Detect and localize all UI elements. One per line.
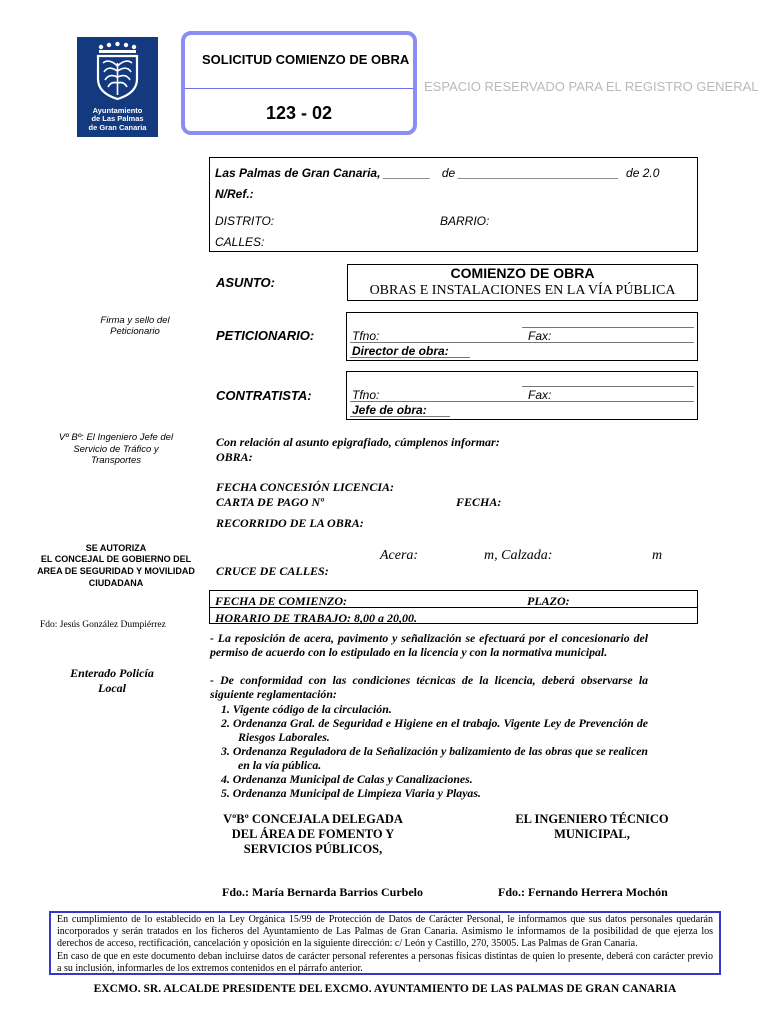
municipal-logo — [77, 37, 158, 137]
subject-title: COMIENZO DE OBRA — [450, 265, 595, 281]
horario-label: HORARIO DE TRABAJO: 8,00 a 20,00. — [215, 611, 418, 625]
registry-divider — [185, 88, 413, 89]
firma-note: Firma y sello del Peticionario — [100, 315, 170, 337]
fecha-label: FECHA: — [456, 495, 502, 509]
jefe-label: Jefe de obra: — [352, 403, 427, 417]
signature-right-title: EL INGENIERO TÉCNICO MUNICIPAL, — [515, 812, 669, 841]
conformidad-paragraph: - De conformidad con las condiciones técnicas de la licencia, deberá observarse la siguiente reglamentación: — [210, 673, 648, 701]
contractor-rule-2 — [350, 401, 694, 402]
data-protection-notice — [49, 911, 721, 975]
contractor-rule — [522, 386, 694, 387]
fecha-comienzo: FECHA DE COMIENZO: — [215, 594, 348, 608]
vb-note: Vº Bº: El Ingeniero Jefe del Servicio de Tráfico y Transportes — [58, 432, 174, 466]
contratista-label: CONTRATISTA: — [216, 388, 312, 403]
logo-text: Ayuntamiento de Las Palmas de Gran Canaria — [88, 105, 147, 132]
regulation-item: 1. Vigente código de la circulación. — [221, 702, 392, 716]
nref-label: N/Ref.: — [215, 187, 254, 201]
calzada-unit: m — [652, 548, 663, 563]
form-number: 123 - 02 — [266, 103, 333, 123]
regulation-item: 3. Ordenanza Reguladora de la Señalización y balizamiento de las obras que se realicen en la vía pública. — [221, 744, 648, 772]
contractor-fax: Fax: — [528, 388, 552, 402]
palm-emblem-icon — [92, 41, 143, 101]
signature-right-name: Fdo.: Fernando Herrera Mochón — [498, 885, 668, 899]
peticionario-label: PETICIONARIO: — [216, 328, 315, 343]
reposicion-paragraph: - La reposición de acera, pavimento y señalización se efectuará por el concesionario del permiso de acuerdo con lo estipulado en la licencia y con la normativa municipal. — [210, 631, 648, 659]
regulation-item: 2. Ordenanza Gral. de Seguridad e Higiene en el trabajo. Vigente Ley de Prevención de Riesgos Laborales. — [221, 716, 648, 744]
regulation-item: 4. Ordenanza Municipal de Calas y Canalizaciones. — [221, 772, 473, 786]
barrio-label: BARRIO: — [440, 214, 490, 228]
addressee: EXCMO. SR. ALCALDE PRESIDENTE DEL EXCMO. AYUNTAMIENTO DE LAS PALMAS DE GRAN CANARIA — [93, 983, 677, 995]
fdo-gonzalez: Fdo: Jesús González Dumpiérrez — [40, 620, 166, 630]
registry-label: ESPACIO RESERVADO PARA EL REGISTRO GENERAL — [424, 79, 759, 94]
acera-label: Acera: — [380, 548, 419, 563]
contractor-rule-3 — [350, 416, 450, 417]
date-line: Las Palmas de Gran Canaria, _______ de ________________________ de 2.0 — [215, 166, 660, 180]
petitioner-tfno: Tfno: — [352, 329, 380, 343]
signature-left-title: VºBº CONCEJALA DELEGADA DEL ÁREA DE FOMENTO Y SERVICIOS PÚBLICOS, — [223, 812, 403, 856]
calzada-label: m, Calzada: — [484, 548, 553, 563]
petitioner-rule-3 — [350, 357, 470, 358]
petitioner-fax: Fax: — [528, 329, 552, 343]
contractor-tfno: Tfno: — [352, 388, 380, 402]
distrito-label: DISTRITO: — [215, 214, 275, 228]
obra-label: OBRA: — [216, 450, 253, 464]
subject-subtitle: OBRAS E INSTALACIONES EN LA VÍA PÚBLICA — [369, 283, 676, 298]
signature-left-name: Fdo.: María Bernarda Barrios Curbelo — [222, 885, 423, 899]
plazo-label: PLAZO: — [527, 594, 570, 608]
calles-label: CALLES: — [215, 235, 265, 249]
autoriza-text: EL CONCEJAL DE GOBIERNO DEL AREA DE SEGURIDAD Y MOVILIDAD CIUDADANA — [37, 554, 195, 588]
regulations-list — [221, 702, 648, 800]
regulation-item: 5. Ordenanza Municipal de Limpieza Viaria y Playas. — [221, 786, 481, 800]
fecha-concesion: FECHA CONCESIÓN LICENCIA: — [216, 480, 395, 494]
petitioner-rule-2 — [350, 342, 694, 343]
form-title: SOLICITUD COMIENZO DE OBRA — [202, 52, 410, 67]
legal-paragraph-2: En caso de que en este documento deban incluirse datos de carácter personal referentes a personas físicas distintas de quien lo presente, deberá con carácter previo a su inclusión, informarles de los extremos contenidos en el párrafo anterior. — [57, 950, 713, 974]
petitioner-rule — [522, 327, 694, 328]
autoriza-title: SE AUTORIZA — [85, 543, 147, 553]
legal-paragraph-1: En cumplimiento de lo establecido en la Ley Orgánica 15/99 de Protección de Datos de Carácter Personal, le informamos que sus datos personales quedarán incorporados y serán tratados en los ficheros del Ayuntamiento de Las Palmas de Gran Canaria. Asimismo le informamos de la posibilidad de que ejerza los derechos de acceso, rectificación, cancelación y oposición en la siguiente dirección: c/ León y Castillo, 270, 35005. Las Palmas de Gran Canaria. — [57, 914, 713, 950]
cruce-label: CRUCE DE CALLES: — [216, 564, 329, 578]
report-intro: Con relación al asunto epigrafiado, cúmplenos informar: — [216, 435, 500, 449]
carta-pago: CARTA DE PAGO Nº — [216, 495, 324, 509]
enterado-note: Enterado Policía Local — [70, 666, 154, 695]
director-label: Director de obra: — [352, 344, 449, 358]
asunto-label: ASUNTO: — [216, 275, 275, 290]
recorrido-label: RECORRIDO DE LA OBRA: — [216, 516, 364, 530]
